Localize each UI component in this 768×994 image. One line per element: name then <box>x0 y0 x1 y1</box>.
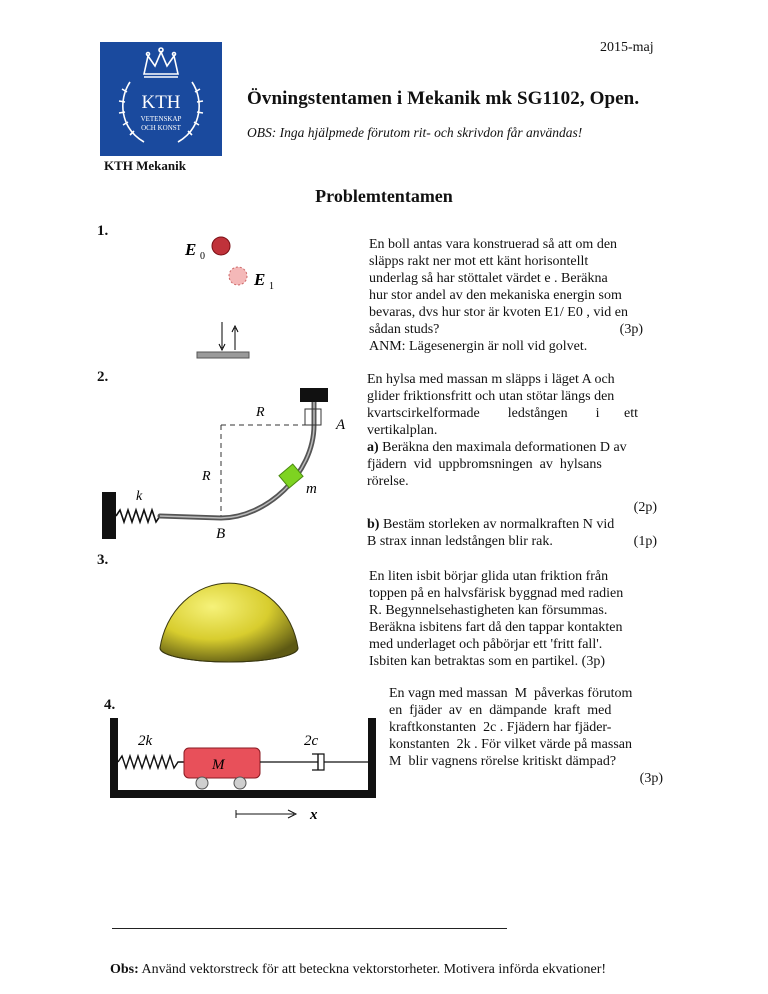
part-a-points: (2p) <box>633 500 657 515</box>
problem-1-line: sådan studs? <box>369 322 440 337</box>
problem-3-line: med underlaget och påbörjar ett 'fritt fall'. <box>369 637 603 652</box>
spring <box>118 756 184 768</box>
e0-label: E <box>185 240 197 259</box>
problem-2-line: En hylsa med massan m släpps i läget A och <box>367 372 615 387</box>
radius-label-top: R <box>256 405 265 420</box>
problem-2-figure <box>98 384 360 540</box>
part-a-line: fjädern vid uppbromsningen av hylsans <box>367 457 602 472</box>
part-a-line: Beräkna den maximala deformationen D av <box>382 440 627 455</box>
rail <box>160 402 314 518</box>
footer-bold: Obs: <box>110 962 139 977</box>
part-b-label: b) <box>367 517 380 532</box>
axis-label: x <box>310 807 318 823</box>
problem-4-line: kraftkonstanten 2c . Fjädern har fjäder- <box>389 720 612 735</box>
problem-number-2: 2. <box>97 369 109 385</box>
spring <box>116 510 160 522</box>
problem-number-3: 3. <box>97 552 109 568</box>
logo-line2: OCH KONST <box>141 124 181 132</box>
part-a-line: rörelse. <box>367 474 409 489</box>
problem-number-4: 4. <box>104 697 116 713</box>
problem-2-line: glider friktionsfritt och utan stötar längs den <box>367 389 615 404</box>
problem-1-note: ANM: Lägesenergin är noll vid golvet. <box>369 339 588 354</box>
spring-label: k <box>136 489 143 504</box>
rail-top-cap <box>300 388 328 402</box>
logo-brand: KTH <box>141 92 181 113</box>
problem-3-line: R. Begynnelsehastigheten kan försummas. <box>369 603 608 618</box>
part-a-label: a) <box>367 440 379 455</box>
problem-2-line: vertikalplan. <box>367 423 438 438</box>
e1-subscript: 1 <box>269 281 274 292</box>
problem-4-line: En vagn med massan M påverkas förutom <box>389 686 633 701</box>
position-a-label: A <box>336 417 346 433</box>
footer-note <box>110 962 606 978</box>
part-b-line: Bestäm storleken av normalkraften N vid <box>382 517 615 532</box>
problem-1-line: släpps rakt ner mot ett känt horisontellt <box>369 254 589 269</box>
cart-mass-label: M <box>212 757 225 773</box>
wall-block <box>102 492 116 539</box>
problem-3-text <box>369 568 660 670</box>
problem-4-text <box>389 685 665 787</box>
ball-lower <box>229 267 247 285</box>
kth-logo <box>100 42 222 156</box>
logo-line1: VETENSKAP <box>140 115 182 123</box>
exam-title: Övningstentamen i Mekanik mk SG1102, Open. <box>247 88 640 109</box>
cart-wheel-right <box>234 777 246 789</box>
floor <box>110 790 376 798</box>
rail-highlight <box>160 402 314 518</box>
part-b-points: (1p) <box>633 534 657 549</box>
problem-number-1: 1. <box>97 223 109 239</box>
left-wall <box>110 718 118 798</box>
problem-1-line: underlag så har stöttalet värdet e . Beräkna <box>369 271 608 286</box>
department-label: KTH Mekanik <box>104 158 186 173</box>
cart-wheel-left <box>196 777 208 789</box>
date: 2015-maj <box>600 40 654 55</box>
e0-subscript: 0 <box>200 251 205 262</box>
problem-2-line: kvartscirkelformade ledstången i ett <box>367 406 638 421</box>
problem-1-line: bevaras, dvs hur stor är kvoten E1/ E0 , vid en <box>369 305 628 320</box>
problem-1-text <box>369 236 665 355</box>
exam-notice: OBS: Inga hjälpmede förutom rit- och skrivdon får användas! <box>247 125 583 140</box>
problem-3-line: Isbiten kan betraktas som en partikel. (3p) <box>369 654 605 669</box>
problem-3-line: Beräkna isbitens fart då den tappar kontakten <box>369 620 623 635</box>
problem-1-line: hur stor andel av den mekaniska energin som <box>369 288 622 303</box>
problem-4-line: konstanten 2k . För vilket värde på massan <box>389 737 633 752</box>
problem-1-points: (3p) <box>619 322 643 337</box>
problem-3-line: En liten isbit börjar glida utan friktion från <box>369 569 609 584</box>
kth-crest-icon <box>100 42 222 156</box>
footer-rule <box>112 928 507 929</box>
part-b-line: B strax innan ledstången blir rak. <box>367 534 553 549</box>
problem-4-points: (3p) <box>639 771 663 786</box>
problem-3-line: toppen på en halvsfärisk byggnad med radien <box>369 586 624 601</box>
floor-plate <box>197 352 249 358</box>
ball-upper <box>212 237 230 255</box>
position-b-label: B <box>216 526 226 540</box>
right-wall <box>368 718 376 798</box>
hemisphere-dome <box>160 583 298 662</box>
collar-label: m <box>306 481 317 497</box>
problem-1-figure <box>180 232 300 368</box>
problem-4-line: M blir vagnens rörelse kritiskt dämpad? <box>389 754 617 769</box>
damper-label: 2c <box>304 733 319 749</box>
problem-4-figure <box>106 718 380 824</box>
problem-4-line: en fjäder av en dämpande kraft med <box>389 703 612 718</box>
problem-2-text <box>367 371 659 550</box>
e1-label: E <box>254 270 266 289</box>
footer-text: Använd vektorstreck för att beteckna vektorstorheter. Motivera införda ekvationer! <box>138 962 607 977</box>
radius-label-left: R <box>202 469 211 484</box>
spring-label: 2k <box>138 733 153 749</box>
section-heading: Problemtentamen <box>315 186 453 206</box>
problem-3-figure <box>158 566 300 664</box>
problem-1-line: En boll antas vara konstruerad så att om den <box>369 237 618 252</box>
